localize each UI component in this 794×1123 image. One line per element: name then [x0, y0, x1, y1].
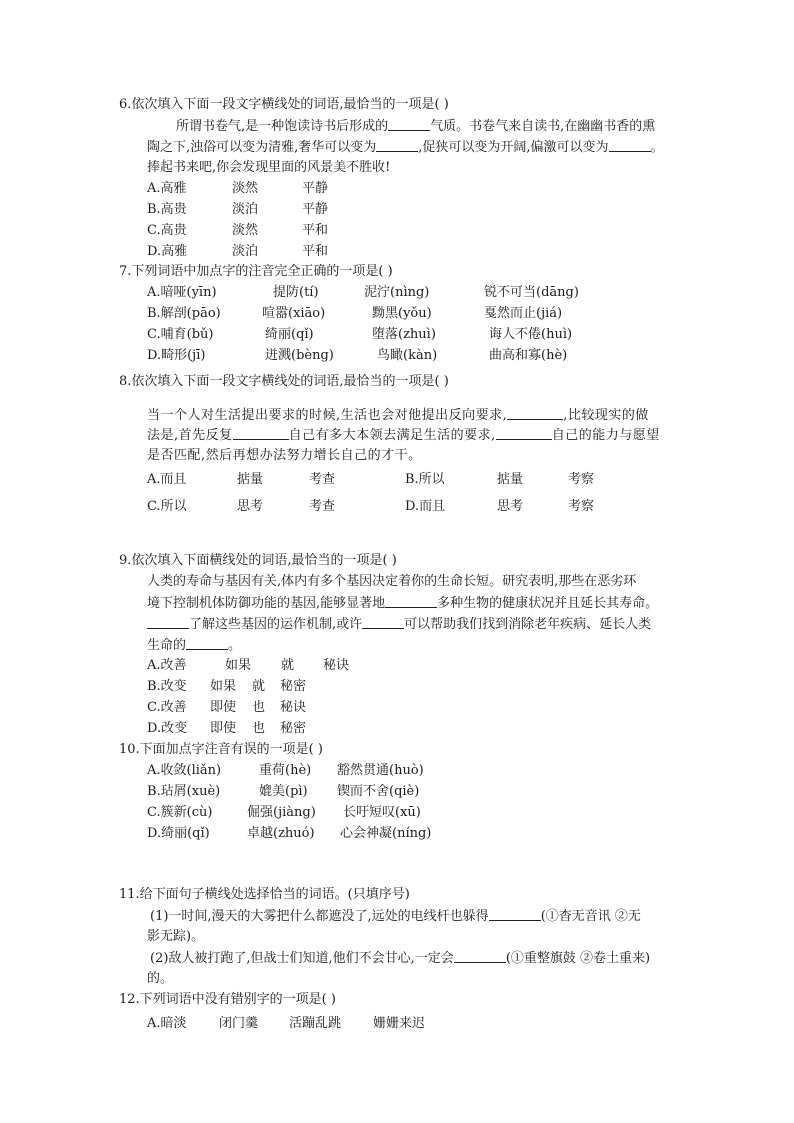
- option-text: C.所以: [147, 499, 187, 514]
- option-text: A.高雅: [147, 181, 187, 196]
- option-text: 平静: [302, 202, 329, 217]
- option-text: 喧嚣(xiāo): [262, 306, 326, 321]
- option-text: 泥泞(nìng): [364, 285, 430, 300]
- text-segment: 可以帮助我们找到消除老年疾病、延长人类: [404, 617, 652, 632]
- text-segment: 境下控制机体防御功能的基因,能够显著地: [147, 596, 386, 611]
- answer-blank: [362, 615, 404, 629]
- answer-blank: [233, 426, 289, 440]
- answer-blank: [385, 594, 437, 608]
- question-stem: 7.下列词语中加点字的注音完全正确的一项是( ): [119, 264, 393, 279]
- option-text: 黝黑(yǒu): [372, 306, 432, 321]
- option-text: 重荷(hè): [259, 763, 312, 778]
- passage-line: 人类的寿命与基因有关,体内有多个基因决定着你的生命长短。研究表明,那些在恶劣环: [147, 574, 637, 589]
- text-segment: 自己的能力与愿望: [551, 428, 660, 443]
- question-stem: 11.给下面句子横线处选择恰当的词语。(只填序号): [119, 887, 410, 902]
- option-text: 就: [252, 679, 266, 694]
- option-text: 也: [252, 721, 266, 736]
- sentence-line: [150, 907, 641, 926]
- passage-line: 捧起书来吧,你会发现里面的风景美不胜收!: [147, 160, 391, 175]
- option-text: A.收敛(liǎn): [147, 763, 222, 778]
- option-text: D.畸形(jī): [147, 348, 206, 363]
- answer-blank: [186, 636, 228, 650]
- text-segment: 陶之下,浊俗可以变为清雅,奢华可以变为: [147, 140, 377, 155]
- option-text: B.所以: [405, 472, 445, 487]
- text-segment: (①重整旗鼓 ②卷土重来): [505, 951, 651, 966]
- option-text: 豁然贯通(huò): [337, 763, 424, 778]
- text-segment: ,比较现实的做: [563, 408, 649, 423]
- answer-blank: [507, 406, 563, 420]
- sentence-line: 的。: [147, 971, 174, 986]
- passage-line: 是否匹配,然后再想办法努力增长自己的才干。: [147, 448, 422, 463]
- option-text: 闭门羹: [219, 1016, 259, 1031]
- option-text: B.玷屑(xuè): [147, 784, 221, 799]
- option-text: 即使: [210, 700, 237, 715]
- option-text: 堕落(zhuì): [372, 327, 436, 342]
- option-text: 思考: [497, 499, 524, 514]
- option-text: 如果: [210, 679, 237, 694]
- option-text: 锐不可当(dāng): [484, 285, 579, 300]
- text-segment: 多种生物的健康状况并且延长其寿命。: [437, 596, 659, 611]
- text-segment: 。: [650, 140, 664, 155]
- option-text: A.喑哑(yīn): [147, 285, 217, 300]
- option-text: C.簇新(cù): [147, 805, 213, 820]
- passage-line: [147, 615, 651, 634]
- option-text: 思考: [237, 499, 264, 514]
- option-text: 提防(tí): [273, 285, 319, 300]
- passage-line: [176, 117, 655, 136]
- text-segment: 所谓书卷气,是一种饱读诗书后形成的: [176, 119, 389, 134]
- option-text: D.而且: [405, 499, 446, 514]
- option-text: 卓越(zhuó): [247, 826, 315, 841]
- option-text: 平静: [302, 181, 329, 196]
- passage-line: [147, 138, 664, 157]
- option-text: 鸟瞰(kàn): [377, 348, 438, 363]
- text-segment: 了解这些基因的运作机制,或许: [189, 617, 363, 632]
- option-text: 考查: [309, 499, 336, 514]
- text-segment: 当一个人对生活提出要求的时候,生活也会对他提出反向要求,: [147, 408, 508, 423]
- option-text: B.改变: [147, 679, 187, 694]
- option-text: 平和: [302, 244, 329, 259]
- option-text: A.改善: [147, 658, 187, 673]
- text-segment: (1)一时间,漫天的大雾把什么都遮没了,远处的电线杆也躲得: [150, 909, 489, 924]
- passage-line: [147, 636, 241, 655]
- option-text: B.解剖(pāo): [147, 306, 221, 321]
- question-stem: 8.依次填入下面一段文字横线处的词语,最恰当的一项是( ): [119, 374, 449, 389]
- option-text: 也: [252, 700, 266, 715]
- option-text: 媲美(pì): [259, 784, 308, 799]
- text-segment: (①杳无音讯 ②无: [540, 909, 641, 924]
- answer-blank: [496, 426, 552, 440]
- option-text: 姗姗来迟: [373, 1016, 426, 1031]
- passage-line: [147, 406, 649, 425]
- option-text: 倔强(jiàng): [247, 805, 316, 820]
- option-text: 淡泊: [232, 202, 259, 217]
- option-text: C.哺育(bǔ): [147, 327, 214, 342]
- option-text: C.改善: [147, 700, 187, 715]
- answer-blank: [489, 907, 541, 921]
- option-text: D.绮丽(qǐ): [147, 826, 210, 841]
- option-text: 绮丽(qǐ): [265, 327, 314, 342]
- text-segment: ,促狭可以变为开阔,偏激可以变为: [418, 140, 609, 155]
- option-text: 秘诀: [280, 700, 307, 715]
- text-segment: 。: [228, 638, 242, 653]
- option-text: 掂量: [497, 472, 524, 487]
- answer-blank: [454, 949, 506, 963]
- passage-line: [147, 594, 658, 613]
- option-text: 秘密: [280, 679, 307, 694]
- answer-blank: [376, 138, 418, 152]
- text-segment: 法是,首先反复: [147, 428, 233, 443]
- question-stem: 9.依次填入下面横线处的词语,最恰当的一项是( ): [119, 553, 397, 568]
- option-text: 秘诀: [323, 658, 350, 673]
- option-text: 淡泊: [232, 244, 259, 259]
- option-text: 迸溅(bèng): [265, 348, 334, 363]
- option-text: 秘密: [280, 721, 307, 736]
- question-stem: 6.依次填入下面一段文字横线处的词语,最恰当的一项是( ): [119, 97, 449, 112]
- option-text: 长吁短叹(xū): [343, 805, 421, 820]
- option-text: C.高贵: [147, 223, 187, 238]
- answer-blank: [388, 117, 430, 131]
- sentence-line: 影无踪)。: [147, 929, 205, 944]
- option-text: D.高雅: [147, 244, 188, 259]
- option-text: 就: [281, 658, 295, 673]
- option-text: 淡然: [232, 223, 259, 238]
- option-text: 淡然: [232, 181, 259, 196]
- option-text: 考查: [309, 472, 336, 487]
- answer-blank: [147, 615, 189, 629]
- option-text: 考察: [568, 472, 595, 487]
- option-text: 曲高和寡(hè): [489, 348, 568, 363]
- option-text: 考察: [568, 499, 595, 514]
- option-text: 如果: [225, 658, 252, 673]
- answer-blank: [609, 138, 651, 152]
- option-text: A.暗淡: [147, 1016, 187, 1031]
- option-text: A.而且: [147, 472, 187, 487]
- option-text: 诲人不倦(huì): [489, 327, 573, 342]
- text-segment: 生命的: [147, 638, 187, 653]
- option-text: 戛然而止(jiá): [484, 306, 563, 321]
- option-text: 平和: [302, 223, 329, 238]
- option-text: 掂量: [237, 472, 264, 487]
- option-text: 即使: [210, 721, 237, 736]
- option-text: 活蹦乱跳: [289, 1016, 342, 1031]
- option-text: 锲而不舍(qiè): [337, 784, 420, 799]
- sentence-line: [150, 949, 650, 968]
- question-stem: 12.下列词语中没有错别字的一项是( ): [119, 992, 336, 1007]
- option-text: 心会神凝(níng): [340, 826, 432, 841]
- text-segment: 自己有多大本领去满足生活的要求,: [288, 428, 496, 443]
- question-stem: 10.下面加点字注音有误的一项是( ): [119, 742, 323, 757]
- text-segment: (2)敌人被打跑了,但战士们知道,他们不会甘心,一定会: [150, 951, 454, 966]
- passage-line: [147, 426, 660, 445]
- option-text: D.改变: [147, 721, 188, 736]
- text-segment: 气质。书卷气来自读书,在幽幽书香的熏: [430, 119, 656, 134]
- option-text: B.高贵: [147, 202, 187, 217]
